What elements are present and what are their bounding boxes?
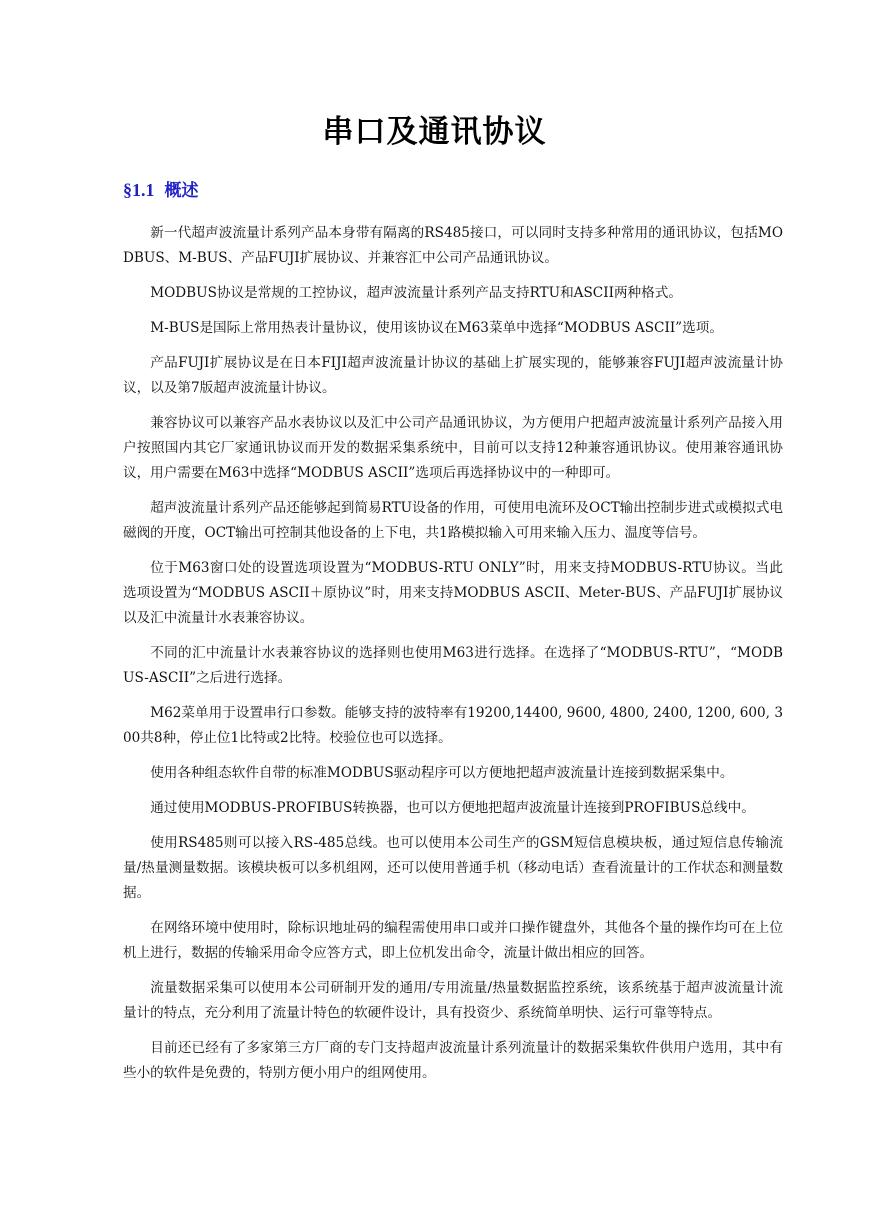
paragraph: 使用各种组态软件自带的标准MODBUS驱动程序可以方便地把超声波流量计连接到数据采集中。	[150, 765, 734, 781]
paragraph: 通过使用MODBUS-PROFIBUS转换器，也可以方便地把超声波流量计连接到PROFIBUS总线中。	[150, 800, 755, 816]
paragraph: M62菜单用于设置串行口参数。能够支持的波特率有19200,14400, 9600, 4800, 2400, 1200, 600, 300共8种，停止位1比特或2比特。校验位也可以选择。	[123, 705, 783, 746]
section-number: §1.1	[123, 180, 155, 200]
section-heading	[123, 176, 199, 205]
paragraph: 兼容协议可以兼容产品水表协议以及汇中公司产品通讯协议，为方便用户把超声波流量计系列产品接入用户按照国内其它厂家通讯协议而开发的数据采集系统中，目前可以支持12种兼容通讯协议。使用兼容通讯协议，用户需要在M63中选择“MODBUS ASCII”选项后再选择协议中的一种即可。	[123, 415, 783, 481]
paragraph: 使用RS485则可以接入RS-485总线。也可以使用本公司生产的GSM短信息模块板，通过短信息传输流量/热量测量数据。该模块板可以多机组网，还可以使用普通手机（移动电话）查看流量计的工作状态和测量数据。	[123, 835, 783, 901]
body-text	[123, 221, 783, 1096]
paragraph: 位于M63窗口处的设置选项设置为“MODBUS-RTU ONLY”时，用来支持MODBUS-RTU协议。当此选项设置为“MODBUS ASCII＋原协议”时，用来支持MODBUS ASCII、Meter-BUS、产品FUJI扩展协议以及汇中流量计水表兼容协议。	[123, 560, 783, 626]
paragraph: 流量数据采集可以使用本公司研制开发的通用/专用流量/热量数据监控系统，该系统基于超声波流量计流量计的特点，充分利用了流量计特色的软硬件设计，具有投资少、系统简单明快、运行可靠等特点。	[123, 980, 783, 1021]
paragraph: 不同的汇中流量计水表兼容协议的选择则也使用M63进行选择。在选择了“MODBUS-RTU”，“MODBUS-ASCII”之后进行选择。	[123, 645, 783, 686]
document-title: 串口及通讯协议	[322, 114, 547, 150]
paragraph: MODBUS协议是常规的工控协议，超声波流量计系列产品支持RTU和ASCII两种格式。	[150, 285, 682, 301]
paragraph: M-BUS是国际上常用热表计量协议，使用该协议在M63菜单中选择“MODBUS ASCII”选项。	[150, 320, 723, 336]
paragraph: 新一代超声波流量计系列产品本身带有隔离的RS485接口，可以同时支持多种常用的通讯协议，包括MODBUS、M-BUS、产品FUJI扩展协议、并兼容汇中公司产品通讯协议。	[123, 225, 783, 266]
paragraph: 产品FUJI扩展协议是在日本FIJI超声波流量计协议的基础上扩展实现的，能够兼容FUJI超声波流量计协议，以及第7版超声波流量计协议。	[123, 355, 783, 396]
paragraph: 在网络环境中使用时，除标识地址码的编程需使用串口或并口操作键盘外，其他各个量的操作均可在上位机上进行，数据的传输采用命令应答方式，即上位机发出命令，流量计做出相应的回答。	[123, 920, 783, 961]
paragraph: 目前还已经有了多家第三方厂商的专门支持超声波流量计系列流量计的数据采集软件供用户选用，其中有些小的软件是免费的，特别方便小用户的组网使用。	[123, 1040, 783, 1081]
paragraph: 超声波流量计系列产品还能够起到简易RTU设备的作用，可使用电流环及OCT输出控制步进式或模拟式电磁阀的开度，OCT输出可控制其他设备的上下电，共1路模拟输入可用来输入压力、温度等信号。	[123, 500, 783, 541]
section-title: 概述	[164, 181, 199, 201]
